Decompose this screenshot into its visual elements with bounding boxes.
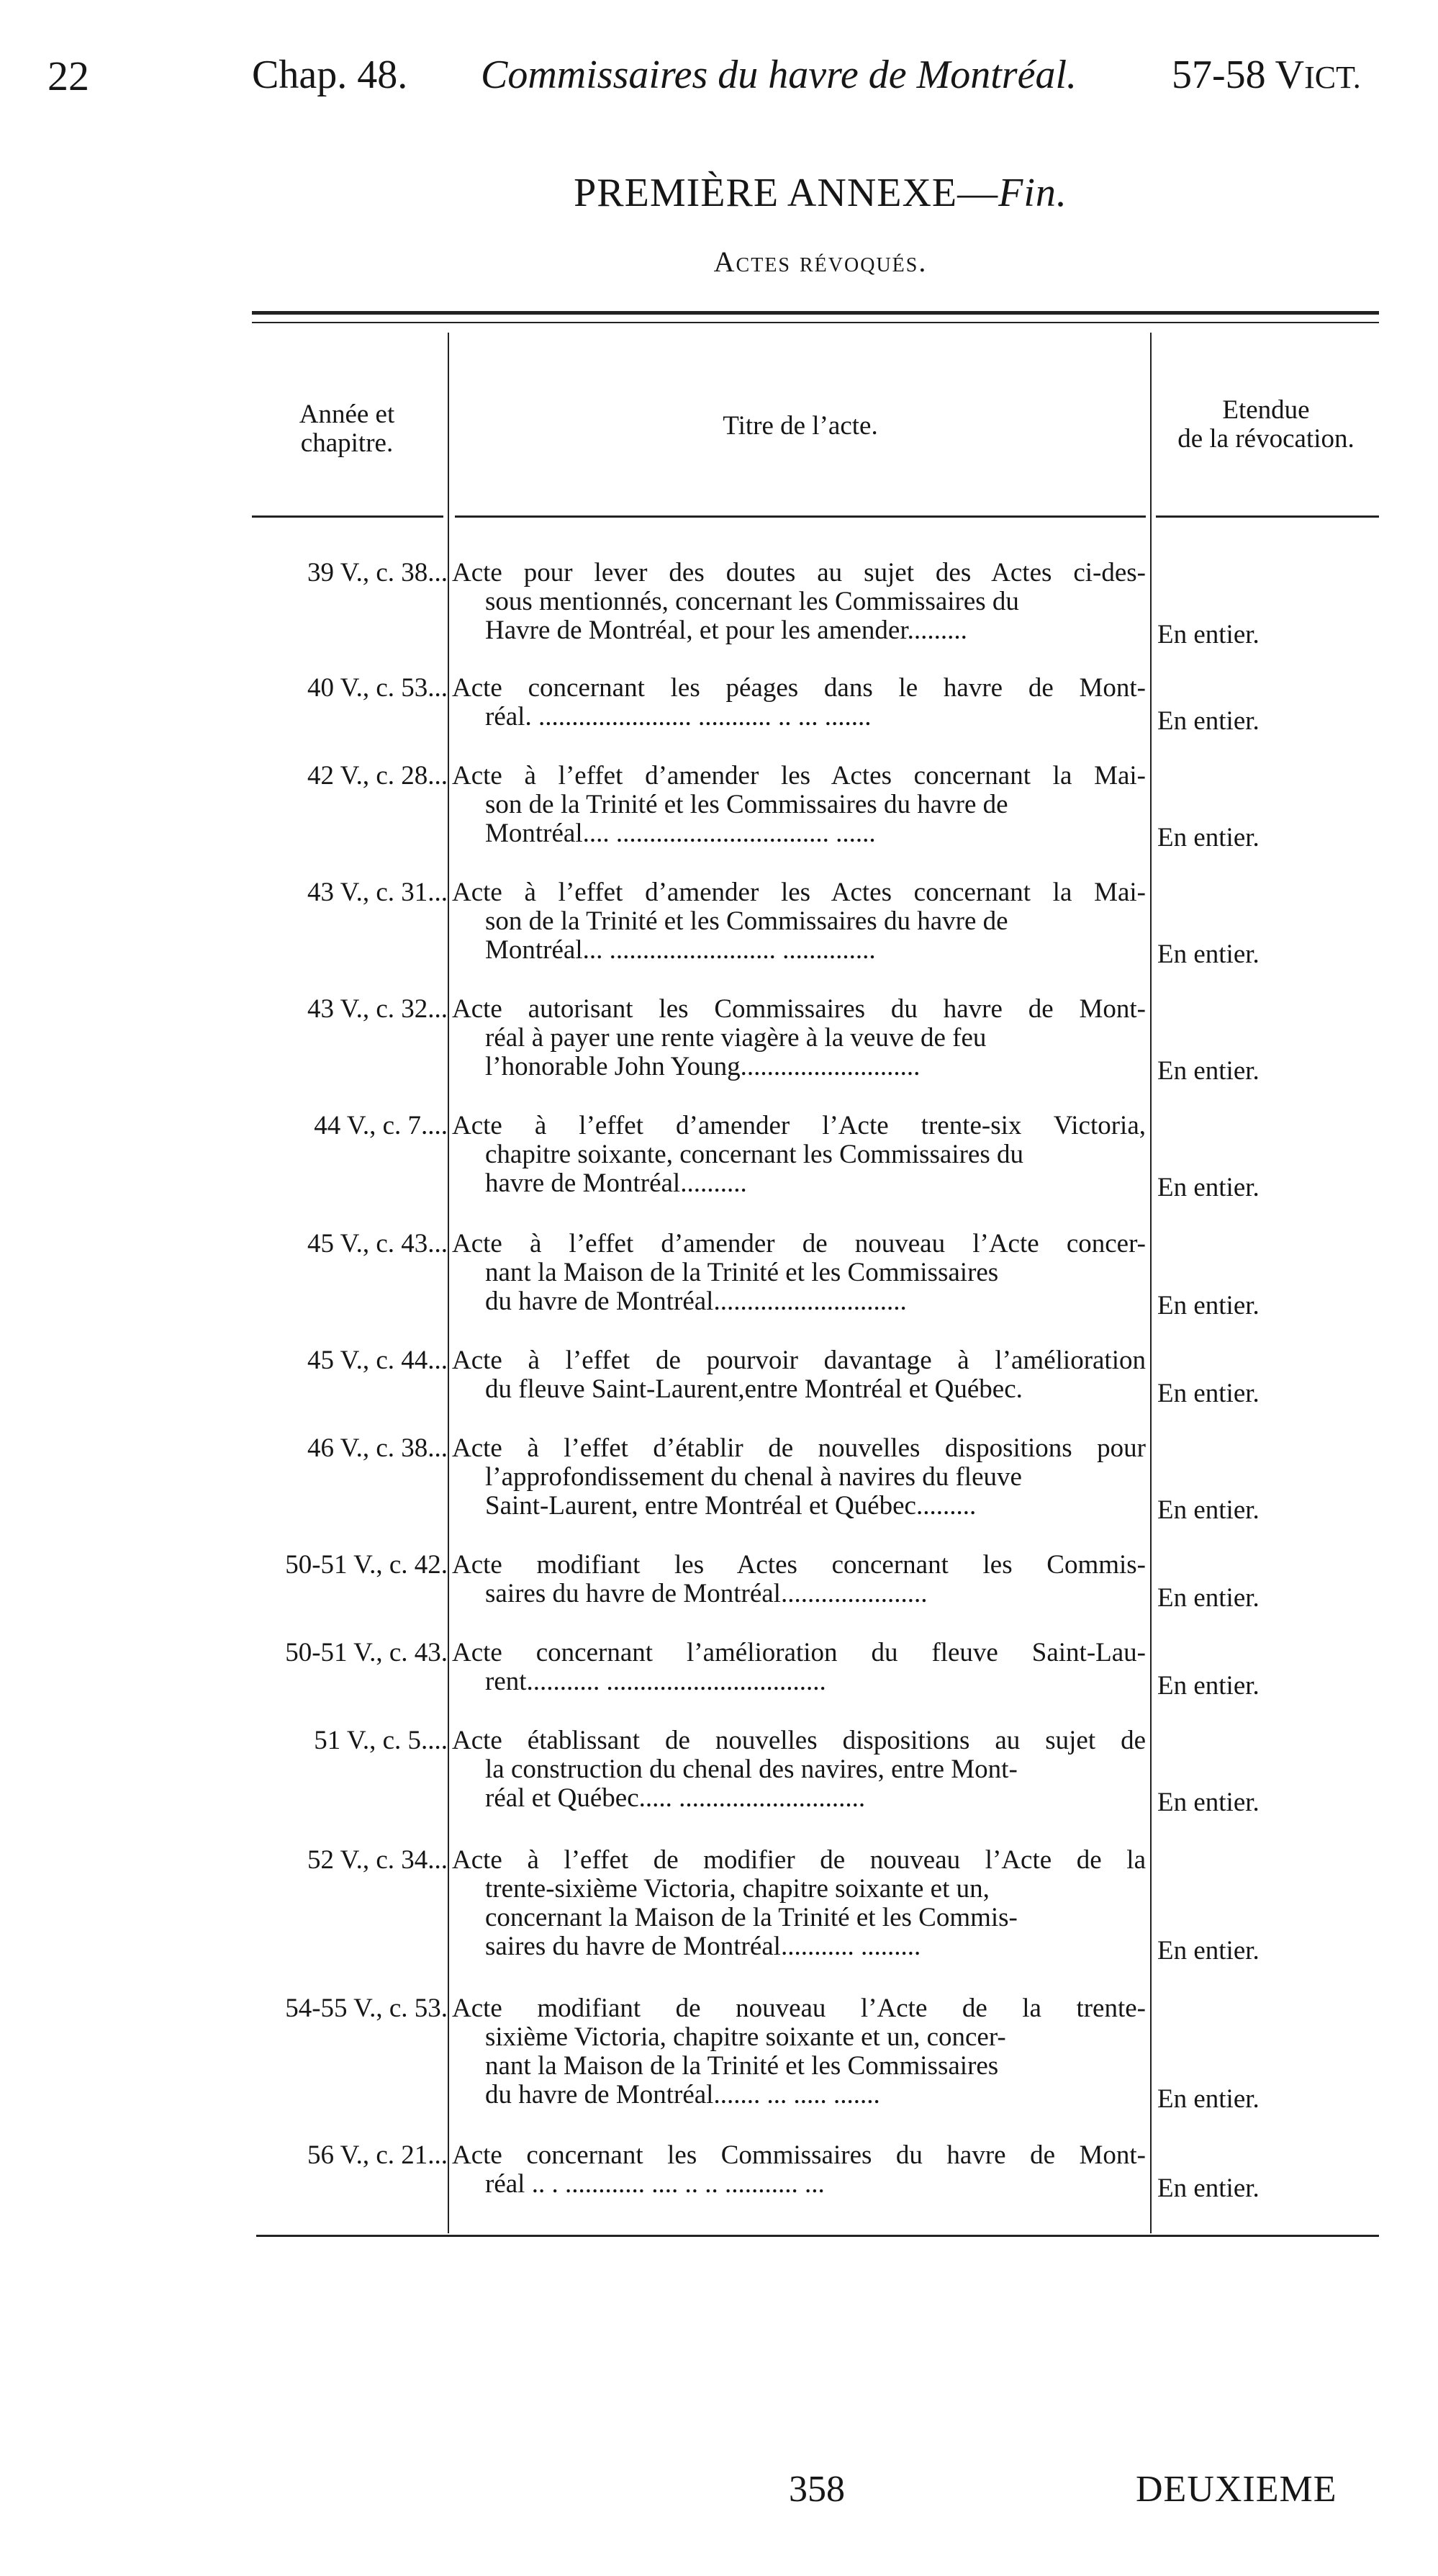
row-revocation-extent: En entier.: [1157, 2084, 1260, 2114]
row-revocation-extent: En entier.: [1157, 1056, 1260, 1086]
act-title-line: sous mentionnés, concernant les Commissaires du: [485, 587, 1019, 616]
row-revocation-extent: En entier.: [1157, 1173, 1260, 1202]
column-header-extent: [1152, 396, 1380, 454]
page-number-top: 22: [48, 53, 89, 99]
act-title-line: Acte à l’effet d’amender les Actes concernant la Mai-: [452, 762, 1146, 791]
column-header-title-text: Titre de l’acte.: [723, 411, 878, 441]
running-title: Commissaires du havre de Montréal.: [481, 53, 1077, 97]
annex-title-main: PREMIÈRE ANNEXE: [574, 171, 958, 215]
act-title-line: Acte autorisant les Commissaires du havre de Mont-: [452, 995, 1146, 1024]
row-revocation-extent: En entier.: [1157, 2174, 1260, 2203]
row-act-title: [452, 1112, 1146, 1198]
row-year-chapter: 56 V., c. 21...: [307, 2140, 448, 2170]
row-year-chapter: 45 V., c. 43...: [307, 1229, 448, 1258]
row-act-title: [452, 1551, 1146, 1608]
act-title-line: Acte concernant l’amélioration du fleuve Saint-Lau-: [452, 1639, 1146, 1667]
row-year-chapter: 44 V., c. 7....: [314, 1111, 448, 1140]
column-header-year: [259, 400, 435, 458]
row-revocation-extent: En entier.: [1157, 823, 1260, 852]
act-title-line: Montréal.... ................................ ......: [485, 819, 876, 848]
act-title-line: Acte concernant les Commissaires du havre de Mont-: [452, 2141, 1146, 2170]
act-title-line: saires du havre de Montréal......................: [485, 1580, 928, 1608]
act-title-line: concernant la Maison de la Trinité et les Commis-: [485, 1904, 1018, 1932]
row-revocation-extent: En entier.: [1157, 1936, 1260, 1965]
act-title-line: Acte établissant de nouvelles dispositions au sujet de: [452, 1726, 1146, 1755]
annex-subtitle: Actes révoqués.: [713, 246, 928, 278]
act-title-line: réal et Québec..... ............................: [485, 1784, 866, 1813]
row-year-chapter: 42 V., c. 28...: [307, 761, 448, 791]
row-revocation-extent: En entier.: [1157, 1291, 1260, 1320]
act-title-line: Acte à l’effet d’amender de nouveau l’Acte concer-: [452, 1230, 1146, 1258]
act-title-line: réal. ....................... ........... .. ... .......: [485, 703, 872, 731]
act-title-line: chapitre soixante, concernant les Commissaires du: [485, 1140, 1024, 1169]
table-top-rule-thin: [252, 322, 1379, 323]
act-title-line: Acte à l’effet d’amender les Actes concernant la Mai-: [452, 878, 1146, 907]
column-header-year-line1: Année et: [299, 400, 395, 429]
table-top-rule-thick: [252, 311, 1379, 315]
act-title-line: nant la Maison de la Trinité et les Commissaires: [485, 2052, 999, 2081]
column-header-title: [455, 412, 1146, 441]
row-year-chapter: 45 V., c. 44...: [307, 1346, 448, 1375]
column-header-year-line2: chapitre.: [300, 428, 394, 458]
row-year-chapter: 50-51 V., c. 43.: [285, 1638, 448, 1667]
annex-title: PREMIÈRE ANNEXE—Fin.: [574, 171, 1067, 215]
act-title-line: Acte modifiant les Actes concernant les Commis-: [452, 1551, 1146, 1580]
act-title-line: du fleuve Saint-Laurent,entre Montréal et Québec.: [485, 1375, 1023, 1404]
row-revocation-extent: En entier.: [1157, 1671, 1260, 1701]
row-year-chapter: 40 V., c. 53...: [307, 673, 448, 703]
act-title-line: son de la Trinité et les Commissaires du havre de: [485, 907, 1008, 936]
row-revocation-extent: En entier.: [1157, 940, 1260, 969]
row-revocation-extent: En entier.: [1157, 1583, 1260, 1613]
act-title-line: Montréal... ......................... ..............: [485, 936, 876, 965]
row-revocation-extent: En entier.: [1157, 1379, 1260, 1408]
table-bottom-rule: [256, 2235, 1379, 2237]
row-year-chapter: 52 V., c. 34...: [307, 1845, 448, 1875]
row-act-title: [452, 878, 1146, 965]
act-title-line: la construction du chenal des navires, entre Mont-: [485, 1755, 1018, 1784]
row-act-title: [452, 1230, 1146, 1316]
row-act-title: [452, 1726, 1146, 1813]
row-act-title: [452, 1639, 1146, 1696]
session-prefix: 57-58 V: [1172, 53, 1305, 97]
annex-title-suffix: Fin.: [998, 171, 1067, 215]
row-act-title: [452, 674, 1146, 731]
act-title-line: saires du havre de Montréal........... .........: [485, 1932, 921, 1961]
row-act-title: [452, 2141, 1146, 2199]
act-title-line: rent........... .................................: [485, 1667, 826, 1696]
row-year-chapter: 39 V., c. 38...: [307, 558, 448, 587]
row-revocation-extent: En entier.: [1157, 706, 1260, 736]
act-title-line: Acte à l’effet d’amender l’Acte trente-six Victoria,: [452, 1112, 1146, 1140]
row-revocation-extent: En entier.: [1157, 620, 1260, 649]
row-act-title: [452, 559, 1146, 645]
act-title-line: Saint-Laurent, entre Montréal et Québec.........: [485, 1492, 977, 1521]
act-title-line: réal .. . ............ .... .. .. ........... ...: [485, 2170, 825, 2199]
act-title-line: du havre de Montréal....... ... ..... .......: [485, 2081, 880, 2109]
session-label: [1172, 52, 1361, 98]
catchword: DEUXIEME: [1136, 2469, 1337, 2510]
column-divider-1: [448, 333, 449, 2233]
row-year-chapter: 54-55 V., c. 53.: [285, 1994, 448, 2023]
column-divider-2: [1150, 333, 1152, 2233]
column-header-extent-line1: Etendue: [1222, 395, 1310, 425]
act-title-line: Acte concernant les péages dans le havre de Mont-: [452, 674, 1146, 703]
page-number-bottom: 358: [789, 2469, 845, 2510]
act-title-line: nant la Maison de la Trinité et les Commissaires: [485, 1258, 999, 1287]
act-title-line: du havre de Montréal.............................: [485, 1287, 907, 1316]
row-year-chapter: 43 V., c. 32...: [307, 994, 448, 1024]
row-act-title: [452, 762, 1146, 848]
row-year-chapter: 46 V., c. 38...: [307, 1433, 448, 1463]
row-act-title: [452, 1434, 1146, 1521]
act-title-line: Acte à l’effet d’établir de nouvelles dispositions pour: [452, 1434, 1146, 1463]
act-title-line: Acte à l’effet de pourvoir davantage à l’amélioration: [452, 1346, 1146, 1375]
row-revocation-extent: En entier.: [1157, 1788, 1260, 1817]
column-header-extent-line2: de la révocation.: [1177, 424, 1355, 454]
header-bottom-rule-1: [252, 515, 443, 518]
chapter-label: Chap. 48.: [252, 53, 408, 97]
row-year-chapter: 50-51 V., c. 42.: [285, 1550, 448, 1580]
act-title-line: Acte à l’effet de modifier de nouveau l’Acte de la: [452, 1846, 1146, 1875]
row-act-title: [452, 1994, 1146, 2109]
row-act-title: [452, 1846, 1146, 1961]
row-act-title: [452, 1346, 1146, 1404]
act-title-line: Havre de Montréal, et pour les amender.........: [485, 616, 967, 645]
session-suffix: ICT.: [1304, 60, 1361, 95]
row-act-title: [452, 995, 1146, 1081]
act-title-line: Acte pour lever des doutes au sujet des Actes ci-des-: [452, 559, 1146, 587]
header-bottom-rule-3: [1156, 515, 1379, 518]
act-title-line: réal à payer une rente viagère à la veuve de feu: [485, 1024, 987, 1053]
row-revocation-extent: En entier.: [1157, 1495, 1260, 1525]
row-year-chapter: 43 V., c. 31...: [307, 878, 448, 907]
act-title-line: trente-sixième Victoria, chapitre soixante et un,: [485, 1875, 990, 1904]
act-title-line: Acte modifiant de nouveau l’Acte de la trente-: [452, 1994, 1146, 2023]
act-title-line: sixième Victoria, chapitre soixante et un, concer-: [485, 2023, 1006, 2052]
header-bottom-rule-2: [455, 515, 1146, 518]
act-title-line: son de la Trinité et les Commissaires du havre de: [485, 791, 1008, 819]
row-year-chapter: 51 V., c. 5....: [314, 1726, 448, 1755]
act-title-line: havre de Montréal..........: [485, 1169, 747, 1198]
act-title-line: l’approfondissement du chenal à navires du fleuve: [485, 1463, 1022, 1492]
act-title-line: l’honorable John Young...........................: [485, 1053, 921, 1081]
